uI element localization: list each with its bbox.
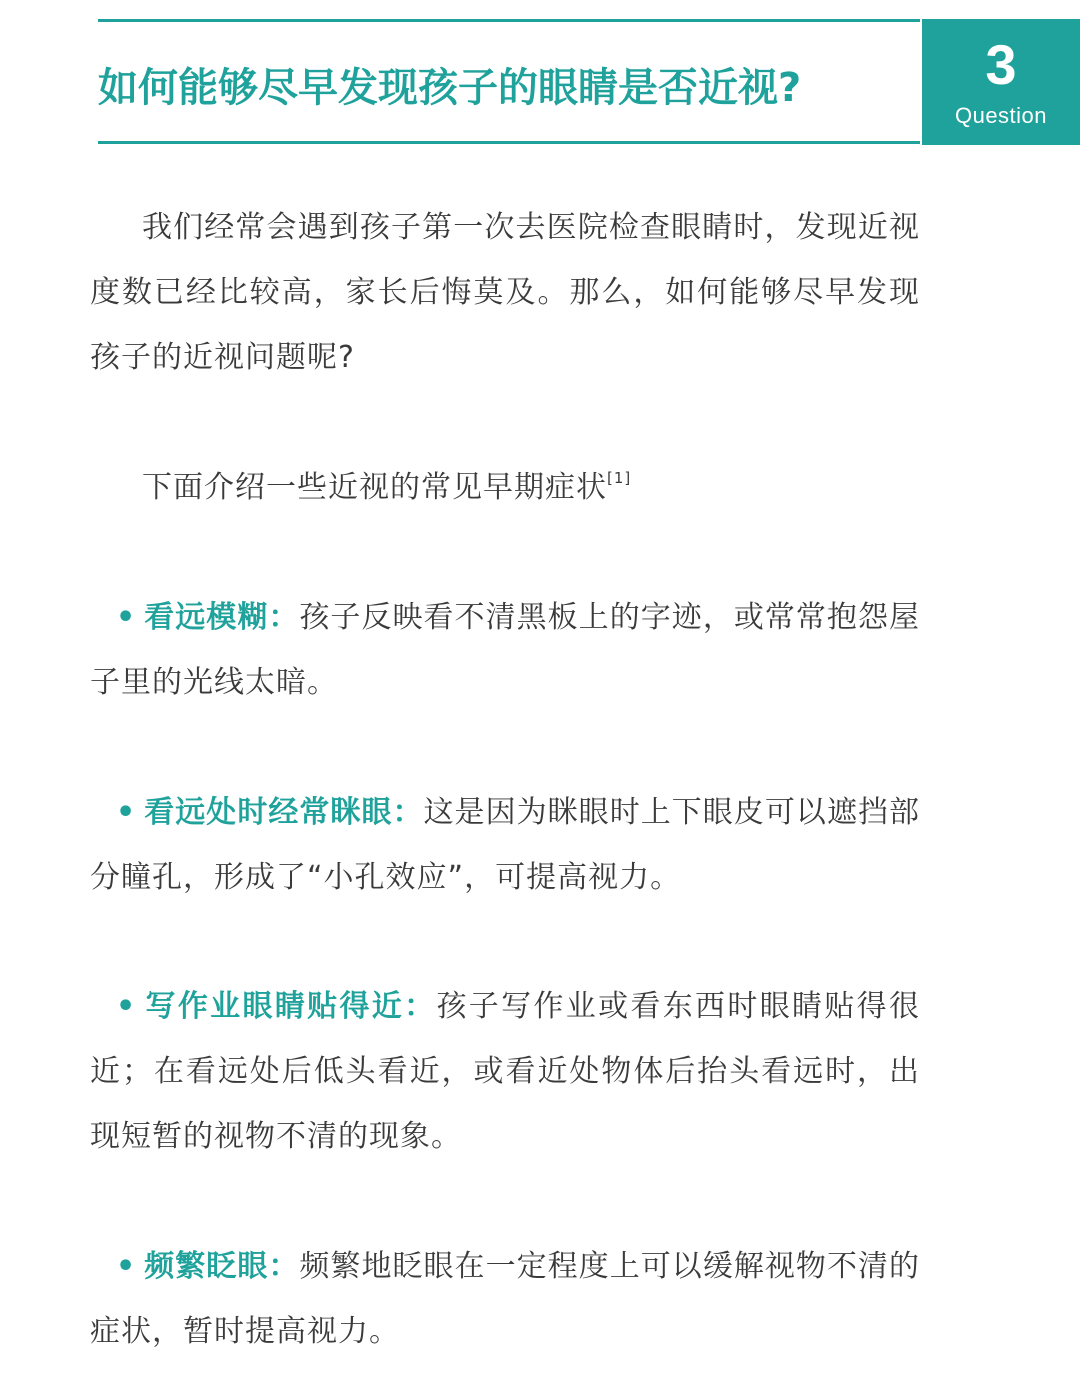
symptom-description: 孩子写作业或看东西时眼睛贴得很近；在看远处后低头看近，或看近处物体后抬头看远时，出现短暂的视物不清的现象。 <box>90 989 921 1154</box>
header-bottom-rule <box>98 141 920 144</box>
bullet-icon: • <box>116 989 137 1024</box>
symptoms-lead-text: 下面介绍一些近视的常见早期症状 <box>142 470 607 505</box>
bullet-icon: • <box>116 1249 137 1284</box>
symptom-description: 孩子反映看不清黑板上的字迹，或常常抱怨屋子里的光线太暗。 <box>90 600 921 700</box>
question-number: 3 <box>985 33 1017 96</box>
symptom-term: 看远处时经常眯眼： <box>144 795 424 830</box>
symptom-term: 频繁眨眼： <box>144 1249 300 1284</box>
symptom-description: 频繁地眨眼在一定程度上可以缓解视物不清的症状，暂时提高视力。 <box>90 1249 921 1349</box>
bullet-icon: • <box>116 795 137 830</box>
symptom-term: 看远模糊： <box>144 600 300 635</box>
symptom-item <box>90 1234 920 1364</box>
reference-mark: [1] <box>607 469 632 487</box>
symptom-description: 这是因为眯眼时上下眼皮可以遮挡部分瞳孔，形成了“小孔效应”，可提高视力。 <box>90 795 921 895</box>
question-number-badge <box>922 19 1080 145</box>
symptom-term: 写作业眼睛贴得近： <box>144 989 437 1024</box>
symptom-item <box>90 974 920 1169</box>
header-top-rule <box>98 19 920 22</box>
bullet-icon: • <box>116 600 137 635</box>
symptom-item <box>90 780 920 910</box>
symptom-item <box>90 585 920 715</box>
intro-paragraph <box>90 195 920 390</box>
page-title: 如何能够尽早发现孩子的眼睛是否近视? <box>98 65 802 111</box>
question-label: Question <box>954 103 1048 128</box>
symptoms-lead <box>90 455 920 520</box>
intro-paragraph-text: 我们经常会遇到孩子第一次去医院检查眼睛时，发现近视度数已经比较高，家长后悔莫及。那么，如何能够尽早发现孩子的近视问题呢? <box>90 210 920 375</box>
